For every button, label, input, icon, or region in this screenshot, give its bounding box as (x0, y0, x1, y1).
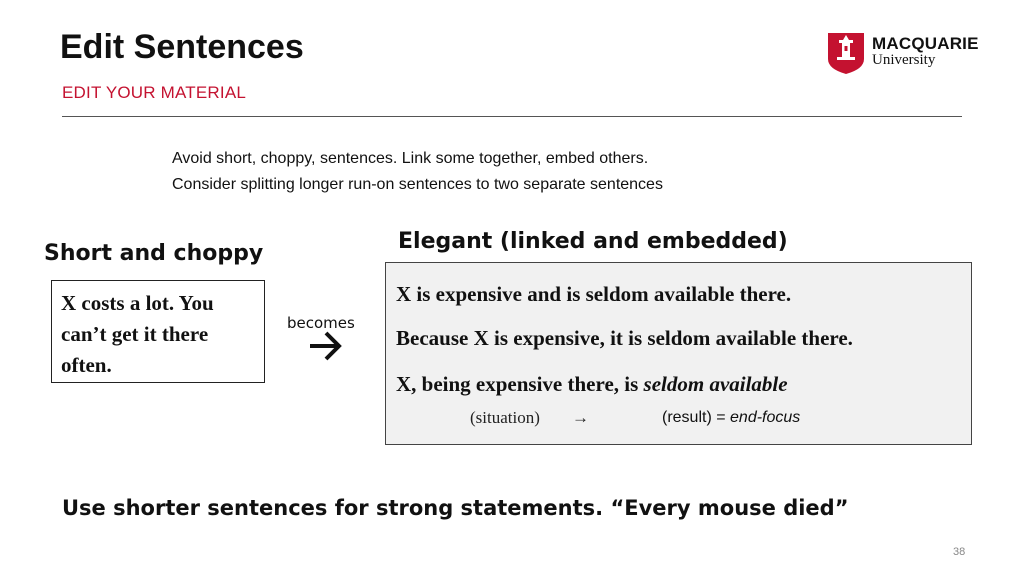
becomes-label: becomes (287, 314, 355, 332)
end-focus-text: end-focus (730, 409, 801, 426)
result-label (662, 409, 800, 427)
intro-line-2: Consider splitting longer run-on sentences to two separate sentences (172, 176, 663, 193)
right-arrow-icon (306, 328, 346, 373)
elegant-example-3-plain: X, being expensive there, is (396, 372, 644, 396)
elegant-example-box (385, 262, 972, 445)
slide-subtitle: EDIT YOUR MATERIAL (62, 83, 247, 102)
situation-arrow: → (572, 408, 589, 427)
logo-university: University (872, 52, 936, 68)
situation-label: (situation) (470, 408, 540, 427)
result-text: (result) (662, 409, 712, 426)
page-number: 38 (953, 546, 966, 558)
elegant-example-2: Because X is expensive, it is seldom available there. (396, 326, 853, 350)
short-choppy-heading: Short and choppy (44, 241, 264, 266)
bottom-statement: Use shorter sentences for strong statements. “Every mouse died” (62, 496, 849, 520)
slide-title: Edit Sentences (60, 28, 304, 66)
intro-line-1: Avoid short, choppy, sentences. Link some together, embed others. (172, 150, 649, 167)
choppy-example-text: X costs a lot. You can’t get it there often. (61, 291, 214, 377)
choppy-example-box (51, 280, 265, 383)
crest-icon (826, 31, 866, 75)
elegant-example-1: X is expensive and is seldom available there. (396, 282, 792, 306)
university-logo (826, 31, 979, 75)
elegant-example-3-italic: seldom available (643, 372, 788, 396)
elegant-example-3 (396, 372, 788, 397)
title-divider (62, 116, 962, 117)
logo-name: MACQUARIE (872, 34, 979, 53)
elegant-heading: Elegant (linked and embedded) (398, 229, 788, 254)
equals-text: = (711, 409, 731, 426)
